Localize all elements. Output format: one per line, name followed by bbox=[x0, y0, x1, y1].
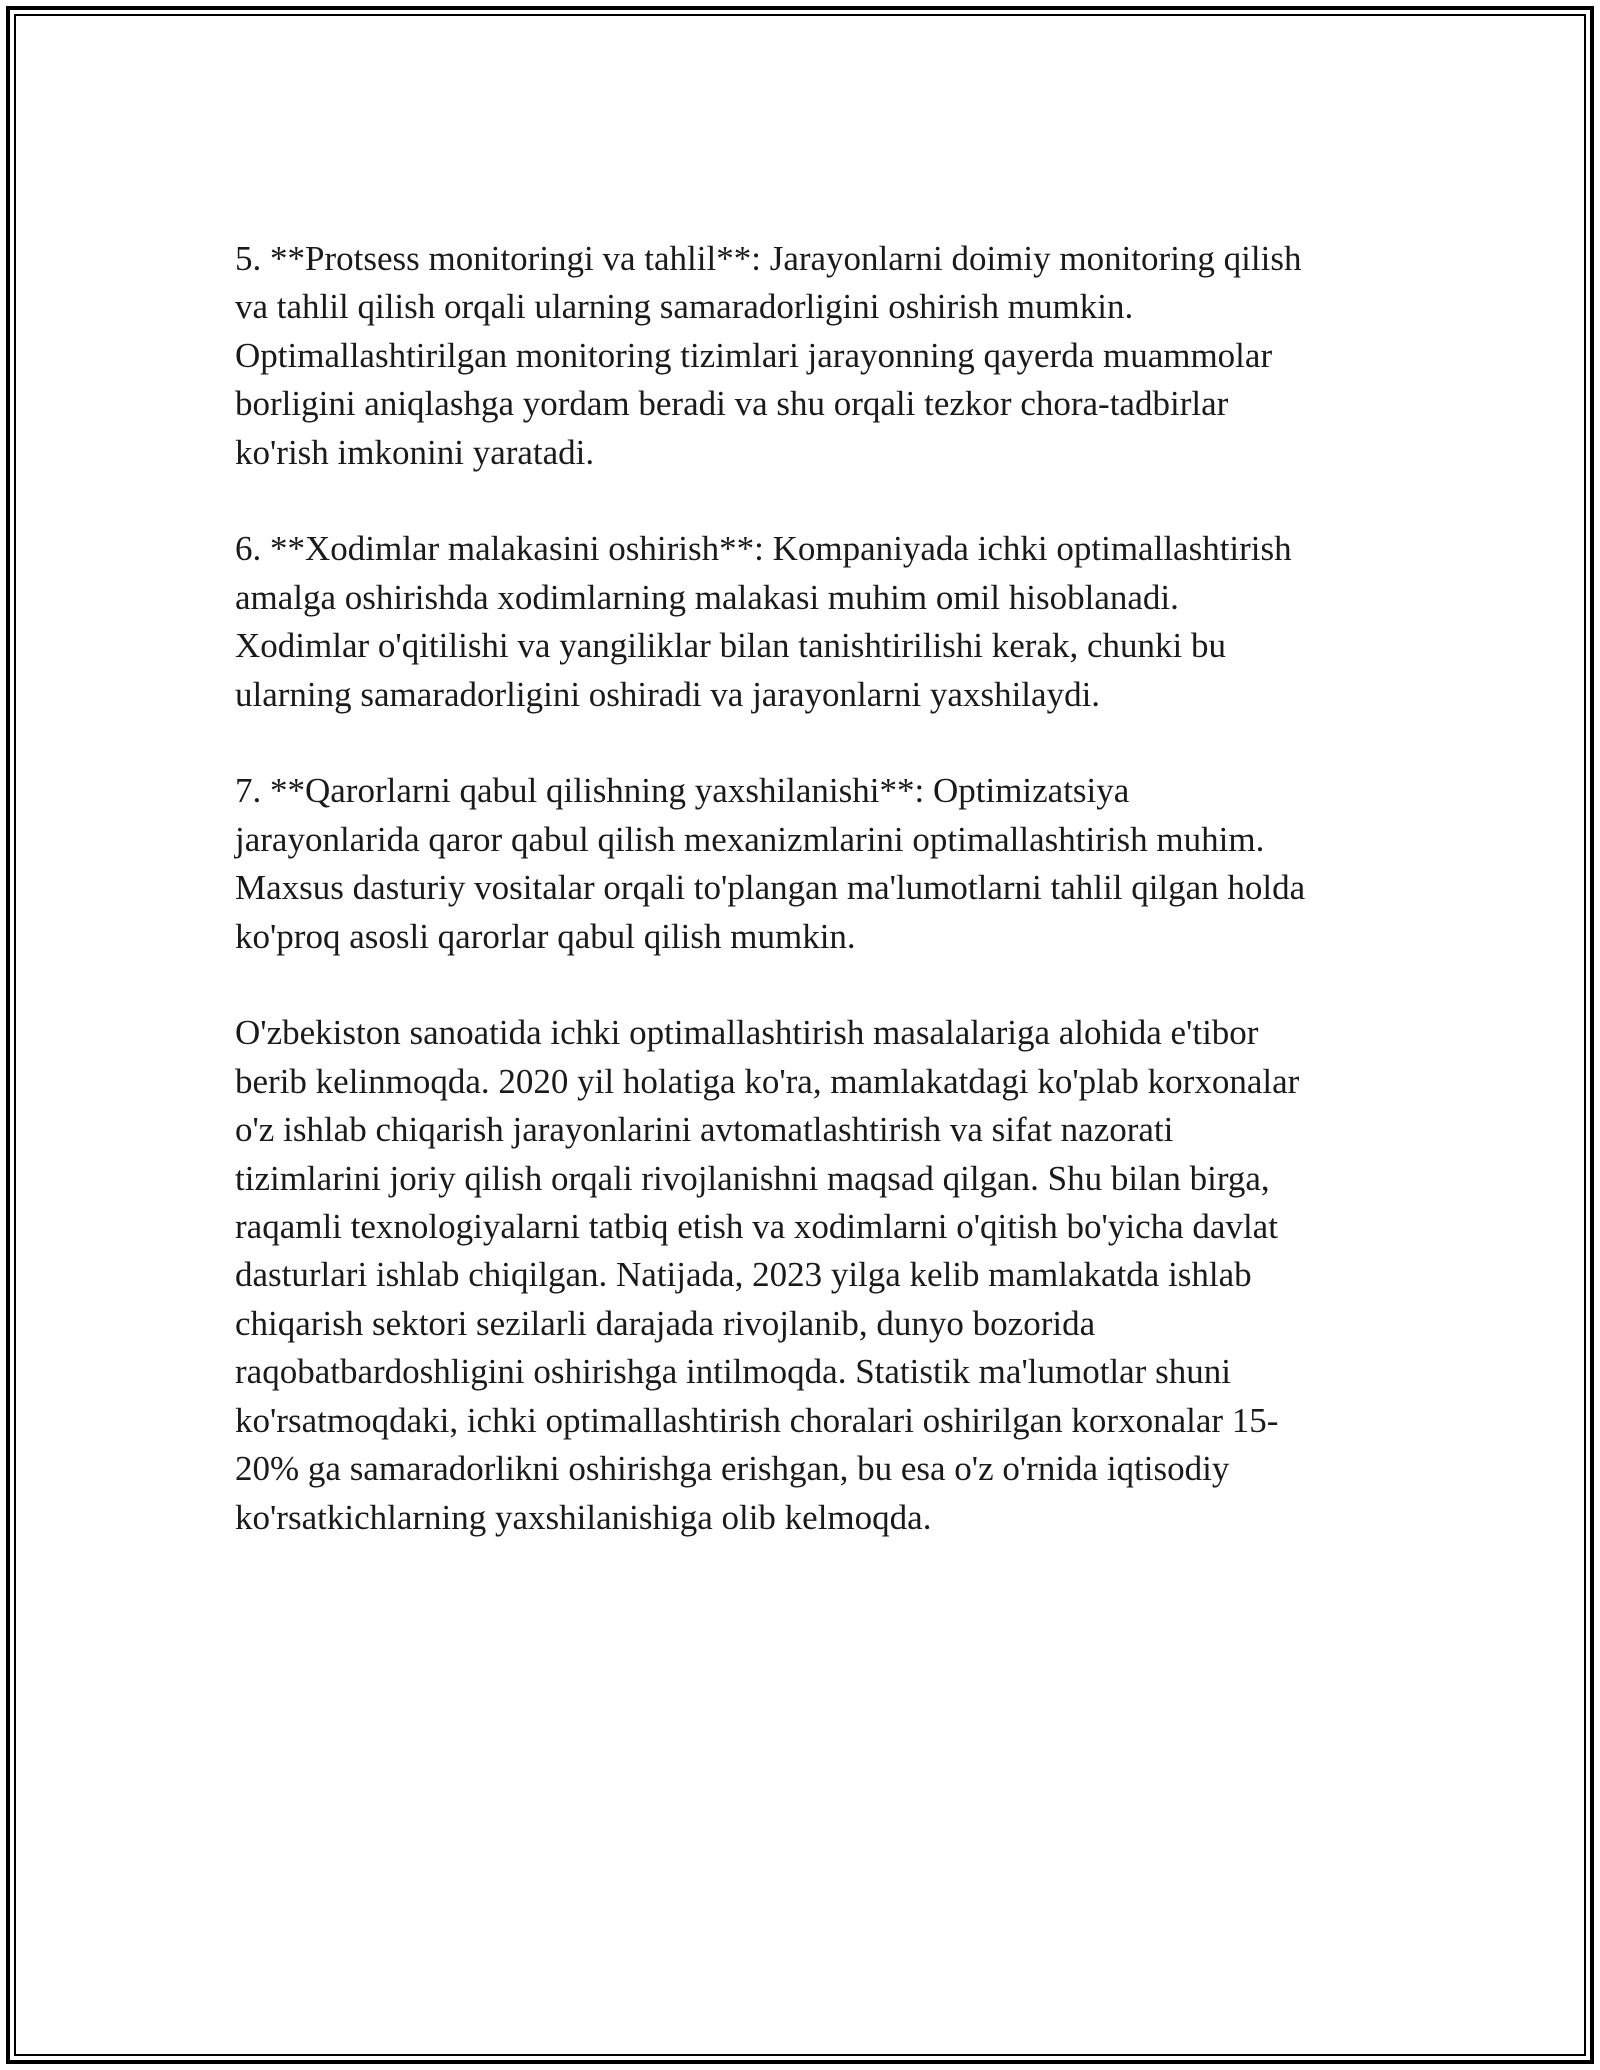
paragraph-decision-making: 7. **Qarorlarni qabul qilishning yaxshilanishi**: Optimizatsiya jarayonlarida qaror qabul qilish mexanizmlarini optimallashtirish muhim. Maxsus dasturiy vositalar orqali to'plangan ma'lumotlarni tahlil qilgan holda ko'proq asosli qarorlar qabul qilish mumkin. bbox=[235, 771, 1306, 956]
document-body bbox=[235, 235, 1365, 1542]
paragraph-process-monitoring: 5. **Protsess monitoringi va tahlil**: Jarayonlarni doimiy monitoring qilish va tahlil qilish orqali ularning samaradorligini oshirish mumkin. Optimallashtirilgan monitoring tizimlari jarayonning qayerda muammolar borligini aniqlashga yordam beradi va shu orqali tezkor chora-tadbirlar ko'rish imkonini yaratadi. bbox=[235, 239, 1302, 472]
paragraph-staff-qualification: 6. **Xodimlar malakasini oshirish**: Kompaniyada ichki optimallashtirish amalga oshirishda xodimlarning malakasi muhim omil hisoblanadi. Xodimlar o'qitilishi va yangiliklar bilan tanishtirilishi kerak, chunki bu ularning samaradorligini oshiradi va jarayonlarni yaxshilaydi. bbox=[235, 529, 1292, 714]
paragraph-uzbekistan-industry: O'zbekiston sanoatida ichki optimallashtirish masalalariga alohida e'tibor berib kelinmoqda. 2020 yil holatiga ko'ra, mamlakatdagi ko'plab korxonalar o'z ishlab chiqarish jarayonlarini avtomatlashtirish va sifat nazorati tizimlarini joriy qilish orqali rivojlanishni maqsad qilgan. Shu bilan birga, raqamli texnologiyalarni tatbiq etish va xodimlarni o'qitish bo'yicha davlat dasturlari ishlab chiqilgan. Natijada, 2023 yilga kelib mamlakatda ishlab chiqarish sektori sezilarli darajada rivojlanib, dunyo bozorida raqobatbardoshligini oshirishga intilmoqda. Statistik ma'lumotlar shuni ko'rsatmoqdaki, ichki optimallashtirish choralari oshirilgan korxonalar 15- 20% ga samaradorlikni oshirishga erishgan, bu esa o'z o'rnida iqtisodiy ko'rsatkichlarning yaxshilanishiga olib kelmoqda. bbox=[235, 1013, 1300, 1537]
